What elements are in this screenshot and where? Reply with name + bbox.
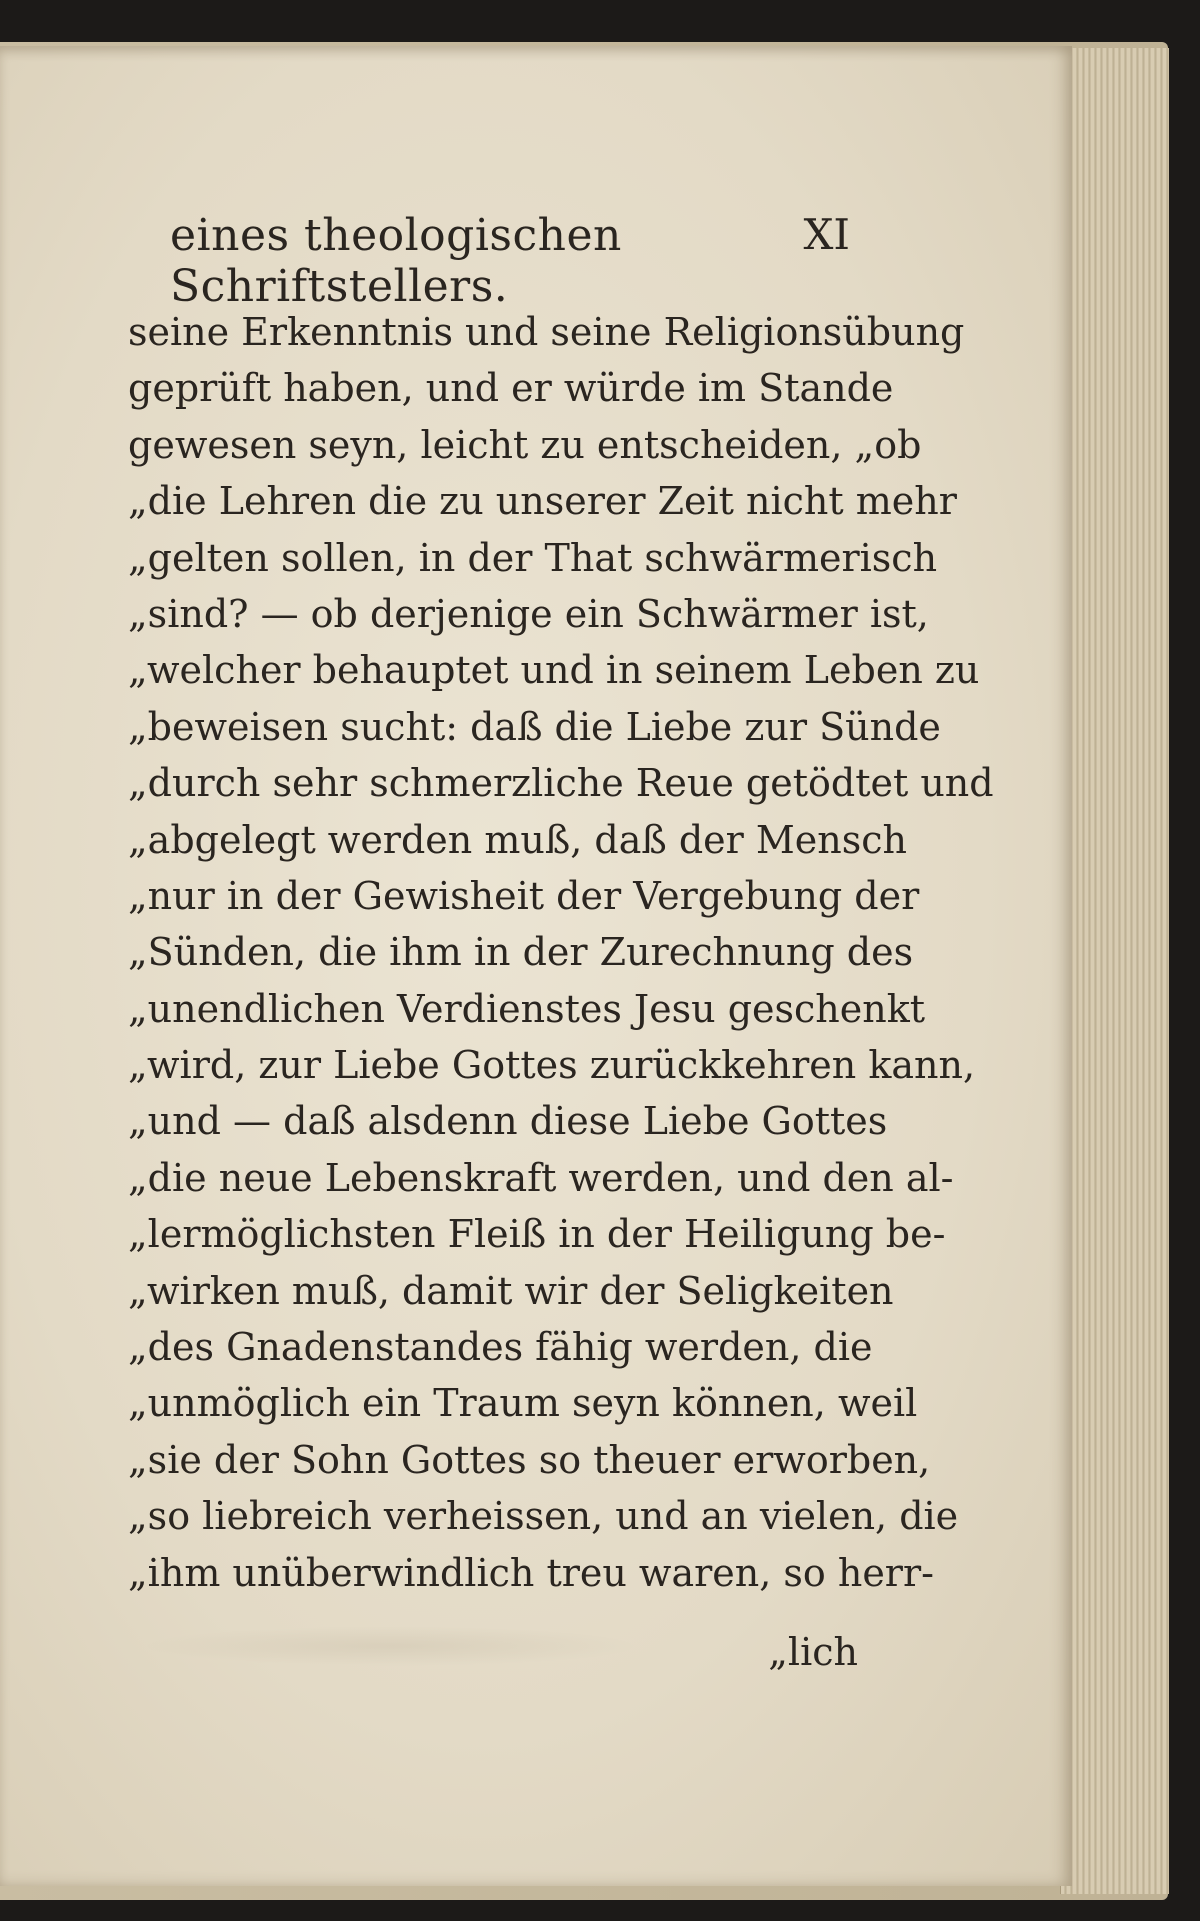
page-number: XI xyxy=(803,210,850,259)
text-line: „ihm unüberwindlich treu waren, so herr- xyxy=(128,1550,934,1595)
text-line: „des Gnadenstandes fähig werden, die xyxy=(128,1325,873,1370)
text-line: „wirken muß, damit wir der Seligkeiten xyxy=(128,1268,894,1313)
page-header xyxy=(130,206,850,312)
text-line: „beweisen sucht: daß die Liebe zur Sünde xyxy=(128,704,941,749)
text-line: „welcher behauptet und in seinem Leben zu xyxy=(128,648,980,693)
text-line: „unendlichen Verdienstes Jesu geschenkt xyxy=(128,986,926,1031)
text-line: „sind? — ob derjenige ein Schwärmer ist, xyxy=(128,591,929,636)
catchword: „lich xyxy=(768,1630,858,1674)
text-line: „die neue Lebenskraft werden, und den al- xyxy=(128,1155,954,1200)
text-line: „unmöglich ein Traum seyn können, weil xyxy=(128,1381,918,1426)
text-line: „sie der Sohn Gottes so theuer erworben, xyxy=(128,1437,931,1482)
text-line: „wird, zur Liebe Gottes zurückkehren kann, xyxy=(128,1043,976,1088)
text-line: „die Lehren die zu unserer Zeit nicht mehr xyxy=(128,479,957,524)
text-line: „durch sehr schmerzliche Reue getödtet und xyxy=(128,761,994,806)
text-line: „nur in der Gewisheit der Vergebung der xyxy=(128,873,920,918)
text-line: „und — daß alsdenn diese Liebe Gottes xyxy=(128,1099,888,1144)
running-title: eines theologischen Schriftstellers. xyxy=(170,210,622,312)
book-page xyxy=(0,46,1072,1886)
text-line: gewesen seyn, leicht zu entscheiden, „ob xyxy=(128,422,922,467)
text-line: „Sünden, die ihm in der Zurechnung des xyxy=(128,930,914,975)
body-text xyxy=(128,304,994,1674)
text-line: seine Erkenntnis und seine Religionsübung xyxy=(128,310,965,354)
text-line: geprüft haben, und er würde im Stande xyxy=(128,366,894,411)
show-through-stain xyxy=(140,1626,640,1666)
text-line: „lermöglichsten Fleiß in der Heiligung be- xyxy=(128,1212,946,1257)
text-line: „gelten sollen, in der That schwärmerisch xyxy=(128,535,938,580)
book-fore-edge xyxy=(1060,48,1169,1894)
text-line: „abgelegt werden muß, daß der Mensch xyxy=(128,817,908,862)
text-line: „so liebreich verheissen, und an vielen, die xyxy=(128,1494,959,1539)
